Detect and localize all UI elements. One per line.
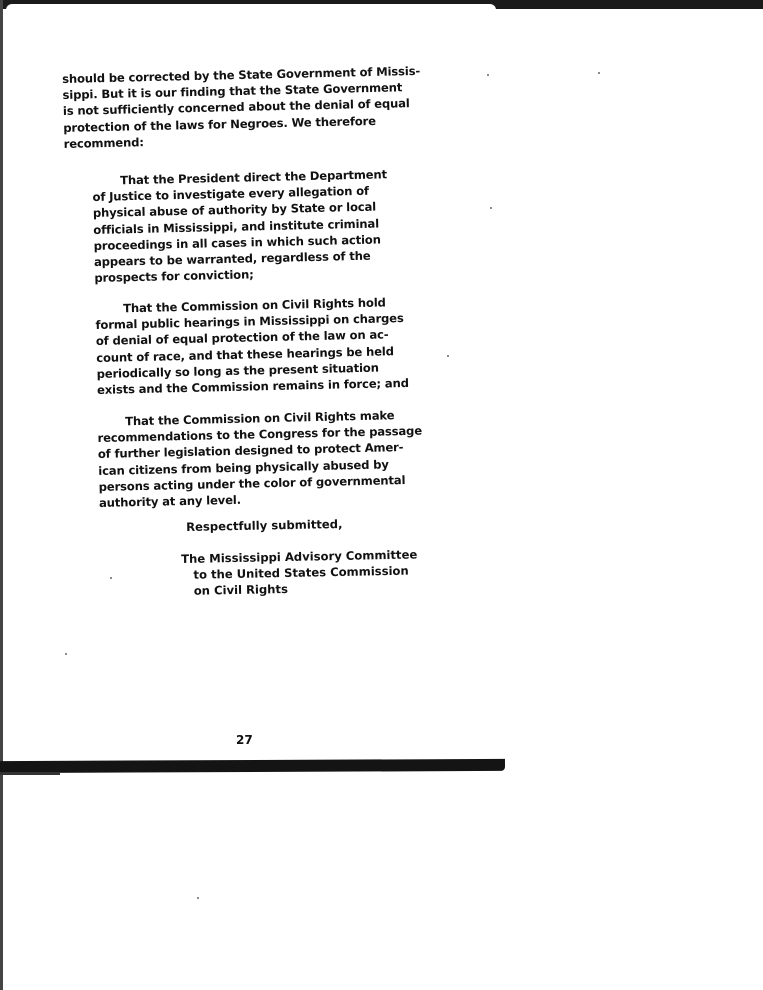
text-line: of denial of equal protection of the law on ac- [95,327,389,349]
scan-left-border [0,0,3,990]
page-top-edge [6,4,496,14]
recommendation-3 [97,407,424,512]
text-line: sippi. But it is our finding that the State Government [62,80,403,103]
page-bottom-shadow [0,772,60,775]
text-line: count of race, and that these hearings be held [96,343,394,365]
text-line: of further legislation designed to protect Amer- [97,440,404,462]
scan-speck [487,74,489,76]
signature-line: on Civil Rights [193,582,289,599]
text-line: persons acting under the color of governmental [98,472,406,494]
text-line: That the President direct the Department [120,167,388,188]
signature-block [181,546,418,599]
text-line: should be corrected by the State Government of Missis- [62,63,421,86]
text-line: is not sufficiently concerned about the denial of equal [62,96,410,119]
text-line: proceedings in all cases in which such action [93,232,381,253]
text-line: formal public hearings in Mississippi on charges [95,311,404,333]
text-line: officials in Mississippi, and institute criminal [93,216,380,237]
text-line: authority at any level. [98,492,242,510]
text-line: protection of the laws for Negroes. We therefore [63,113,377,135]
closing-text: Respectfully submitted, [186,516,343,534]
text-line: That the Commission on Civil Rights hold [123,295,386,316]
recommendation-2 [95,294,409,398]
signature-line: to the United States Commission [193,563,409,582]
page-bottom-edge [0,759,505,773]
scan-speck [110,577,112,579]
text-line: physical abuse of authority by State or local [92,199,377,221]
text-line: recommendations to the Congress for the passage [97,423,423,446]
scan-speck [447,355,449,357]
text-line: periodically so long as the present situation [96,360,379,381]
recommendation-1 [92,166,389,286]
scan-speck [598,72,600,74]
signature-line: The Mississippi Advisory Committee [181,547,418,566]
text-line: exists and the Commission remains in force; and [96,375,409,397]
scan-speck [65,653,67,655]
text-line: of Justice to investigate every allegation of [92,183,369,205]
text-line: ican citizens from being physically abused by [98,457,389,478]
text-line: That the Commission on Civil Rights make [125,408,395,429]
text-line: prospects for conviction; [94,267,254,286]
intro-paragraph [62,63,422,152]
scan-speck [197,897,199,899]
scan-speck [490,207,492,209]
text-line: appears to be warranted, regardless of the [93,248,371,269]
closing-salutation [186,516,343,535]
page-number: 27 [236,733,253,747]
text-line: recommend: [63,134,144,151]
